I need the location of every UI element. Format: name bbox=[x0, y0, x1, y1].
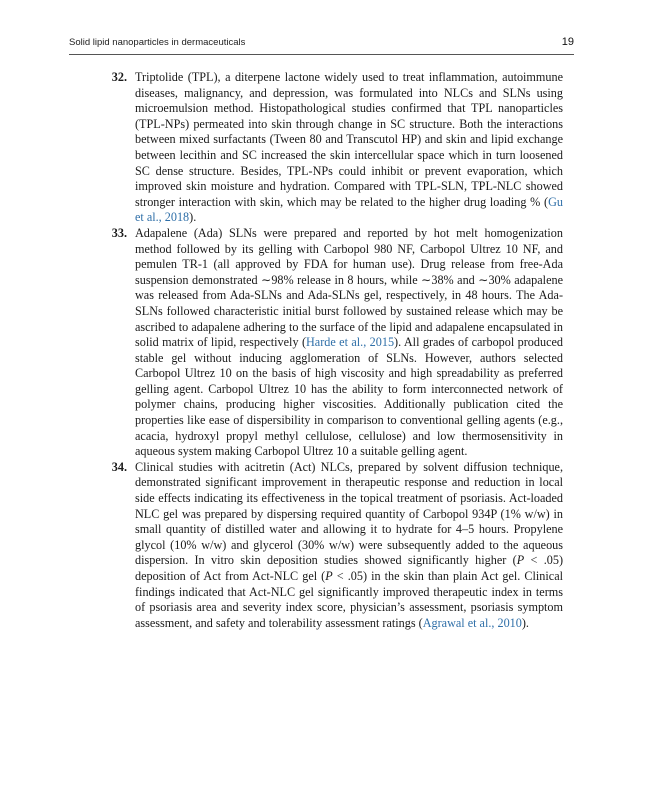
header-rule bbox=[69, 54, 574, 55]
item-text-tail: ). bbox=[189, 210, 197, 225]
item-text: Triptolide (TPL), a diterpene lactone widely used to treat inflammation, autoimmune diseases, malignancy, and depression, was formulated into NLCs and SLNs using microemulsion method. Histopathological studies confirmed that TPL nanoparticles (TPL-NPs) permeated into skin through change in SC structure. Both the interactions between mixed surfactants (Tween 80 and Transcutol HP) and skin and lipid exchange between lecithin and SC increased the skin intercellular space which in turn loosened SC dense structure. Besides, TPL-NPs could inhibit or prevent evaporation, which improved skin moisture and hydration. Compared with TPL-SLN, TPL-NLC showed stronger interaction with skin, which may be related to the higher drug loading % ( bbox=[135, 70, 563, 209]
item-number: 33. bbox=[111, 225, 127, 240]
list-item-33 bbox=[93, 226, 563, 460]
item-text-tail: ). All grades of carbopol produced stable gel without inducing agglomeration of SLNs. However, authors selected Carbopol Ultrez 10 on the basis of high viscosity and high spreadability as preferred gelling agent. Carbopol Ultrez 10 has the ability to form interconnected network of polymer chains, producing higher viscosities. Additionally publication cited the properties like ease of dispersibility in comparison to conventional gelling agents (e.g., acacia, hydroxyl propyl methyl cellulose, cellulose) and low thermosensitivity in aqueous system making Carbopol Ultrez 10 a suitable gelling agent. bbox=[135, 335, 563, 459]
page-number: 19 bbox=[561, 36, 574, 48]
p-value-symbol: P bbox=[516, 553, 525, 568]
numbered-list bbox=[93, 70, 563, 631]
item-number: 32. bbox=[111, 70, 127, 84]
citation-link[interactable]: Gu et al., 2018 bbox=[135, 194, 563, 225]
citation-link[interactable]: Harde et al., 2015 bbox=[306, 335, 395, 350]
item-number: 34. bbox=[111, 459, 127, 474]
item-text-tail: ). bbox=[521, 615, 529, 630]
p-value-symbol: P bbox=[325, 569, 333, 583]
running-title: Solid lipid nanoparticles in dermaceuticals bbox=[69, 37, 246, 48]
item-text: Adapalene (Ada) SLNs were prepared and reported by hot melt homogenization method followed by its gelling with Carbopol 980 NF, Carbopol Ultrez 10 NF, and pemulen TR-1 (all approved by FDA for human use). Drug release from free-Ada suspension demonstrated ∼98% release in 8 hours, while ∼38% and ∼30% adapalene was released from Ada-SLNs and Ada-SLNs gel, respectively, in 48 hours. The Ada-SLNs followed characteristic initial burst followed by sustained release which may be ascribed to adapalene adhering to the surface of the lipid and adapalene encapsulated in solid matrix of lipid, respectively ( bbox=[135, 225, 563, 350]
citation-link[interactable]: Agrawal et al., 2010 bbox=[422, 615, 522, 630]
item-text-mid: < .05) deposition of Act from Act-NLC gel ( bbox=[135, 553, 564, 583]
list-item-32 bbox=[93, 70, 563, 226]
item-text: Clinical studies with acitretin (Act) NLCs, prepared by solvent diffusion technique, demonstrated significant improvement in therapeutic response and reduction in local side effects indicating its effectiveness in the topical treatment of psoriasis. Act-loaded NLC gel was prepared by dispersing required quantity of Carbopol 934P (1% w/w) in small quantity of distilled water and allowing it to hydrate for 4–5 hours. Propylene glycol (10% w/w) and glycerol (30% w/w) were subsequently added to the aqueous dispersion. In vitro skin deposition studies showed significantly higher ( bbox=[135, 459, 563, 568]
list-item-34 bbox=[93, 460, 563, 632]
item-text-cont: < .05) in the skin than plain Act gel. Clinical findings indicated that Act-NLC gel significantly improved therapeutic index in terms of psoriasis area and severity index score, physician’s assessment, psoriasis symptom assessment, and safety and tolerability assessment ratings ( bbox=[135, 569, 563, 630]
